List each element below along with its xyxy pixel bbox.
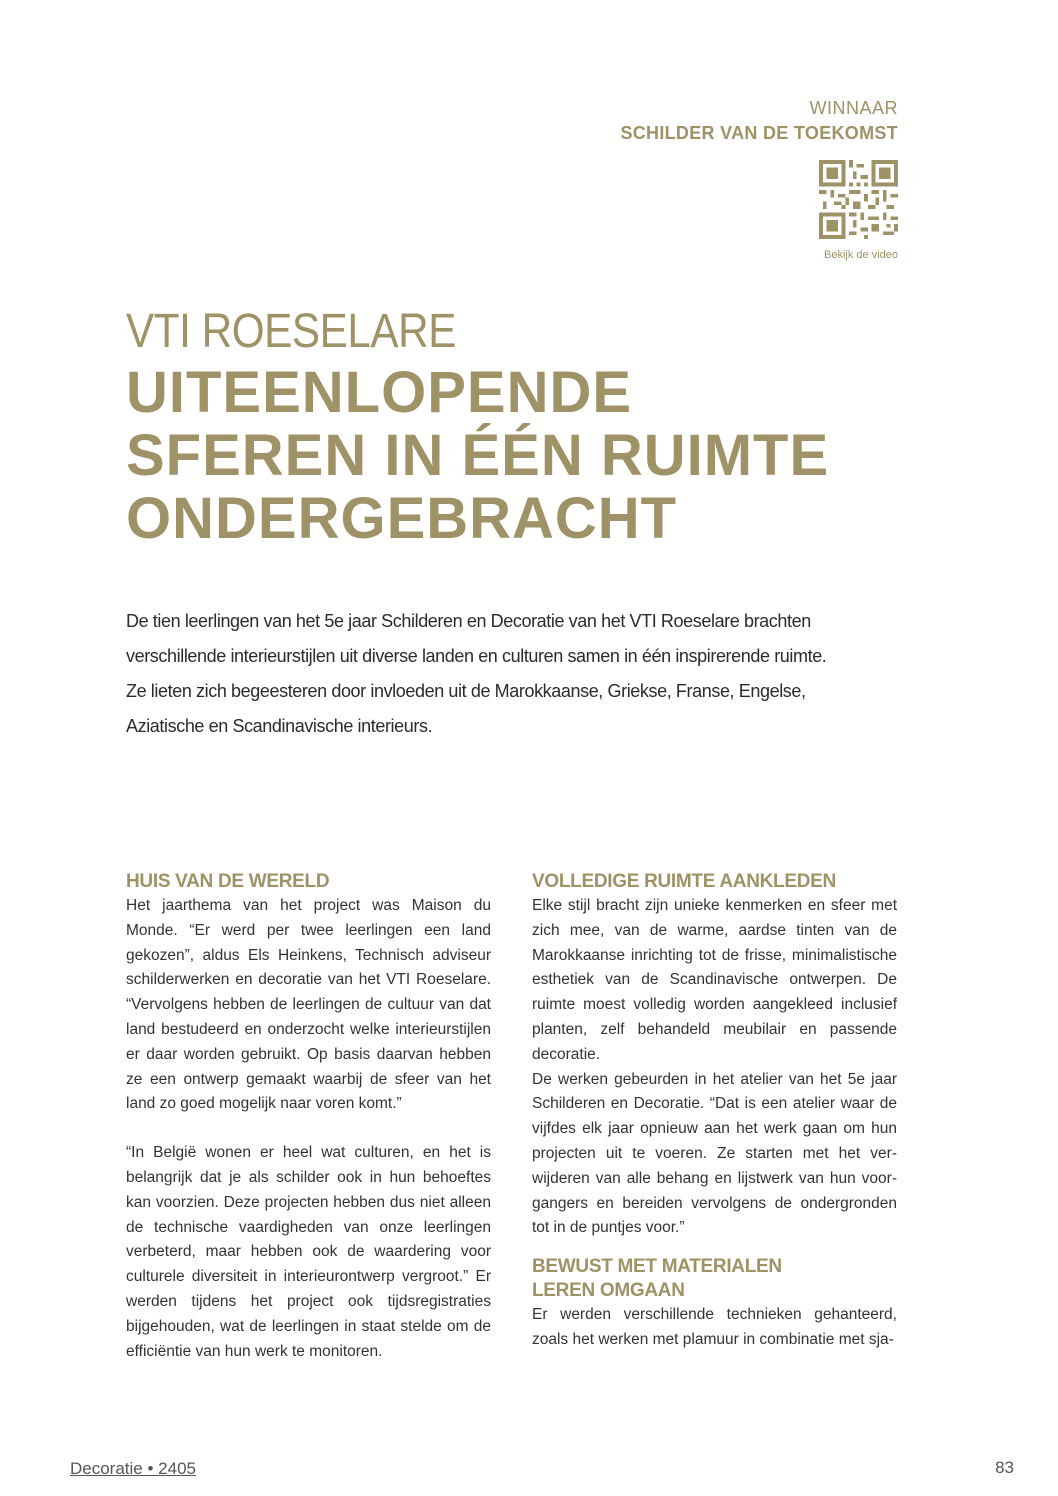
heading-line: BEWUST MET MATERIALEN xyxy=(532,1256,782,1278)
intro-line: Aziatische en Scandinavische interieurs. xyxy=(126,716,433,736)
body-paragraph: Elke stijl bracht zijn unieke kenmerken en sfeer met zich mee, van de warme, aardse tinten van de Marokkaanse inrichting tot de frisse, minimalistische esthetiek van de Scandinavische ontwerpen. De ruimte moest volledig worden aangekleed inclusief planten, zelf behandeld meubilair en passende decoratie. xyxy=(532,897,897,1063)
section-heading-ruimte: VOLLEDIGE RUIMTE AANKLEDEN xyxy=(532,871,836,892)
heading-line: LEREN OMGAAN xyxy=(532,1280,685,1302)
body-paragraph: “In België wonen er heel wat culturen, en het is belangrijk dat je als schilder ook in hun behoeftes kan voorzien. Deze projecten hebben dus niet alleen de technische vaardigheden van onze leerlingen verbeterd, maar hebben ook de waardering voor culturele diversiteit in interieurontwerp vergroot.” Er werden tijdens het project ook tijdsregistraties bijgehouden, wat de leerlingen in staat stelde om de efficiëntie van hun werk te monitoren. xyxy=(126,1144,491,1360)
award-label: WINNAAR xyxy=(809,98,898,118)
qr-caption: Bekijk de video xyxy=(824,249,898,261)
qr-code-icon[interactable] xyxy=(819,160,898,239)
intro-line: verschillende interieurstijlen uit diverse landen en culturen samen in één inspirerende ruimte. xyxy=(126,646,827,666)
publication-link[interactable]: Decoratie • 2405 xyxy=(70,1459,196,1478)
title-line: SFEREN IN ÉÉN RUIMTE xyxy=(126,423,830,488)
section-heading-huis: HUIS VAN DE WERELD xyxy=(126,871,330,892)
section-heading-materialen xyxy=(532,1255,897,1303)
intro-line: De tien leerlingen van het 5e jaar Schilderen en Decoratie van het VTI Roeselare brachten xyxy=(126,611,811,631)
right-column xyxy=(532,870,897,1353)
left-column xyxy=(126,870,491,1364)
title-school: VTI ROESELARE xyxy=(126,305,456,358)
body-paragraph: De werken gebeurden in het atelier van het 5e jaar Schilderen en Decoratie. “Dat is een atelier waar de vijfdes elk jaar opnieuw aan het werk gaan om hun projecten uit te voeren. Ze starten met het verwijderen van alle behang en lijstwerk van hun voorgangers en bereiden vervolgens de ondergronden tot in de puntjes voor.” xyxy=(532,1070,897,1237)
article-title xyxy=(126,303,829,550)
body-paragraph: Het jaarthema van het project was Maison du Monde. “Er werd per twee leerlingen een land gekozen”, aldus Els Heinkens, Technisch adviseur schilderwerken en decoratie van het VTI Roeselare. “Vervolgens hebben de leerlingen de cultuur van dat land bestudeerd en onderzocht welke interieurstijlen er daar worden gebruikt. Op basis daarvan hebben ze een ontwerp gemaakt waarbij de sfeer van het land zo goed mogelijk naar voren komt.” xyxy=(126,897,491,1113)
page-number: 83 xyxy=(995,1458,1014,1477)
title-line: UITEENLOPENDE xyxy=(126,360,633,425)
title-line: ONDERGEBRACHT xyxy=(126,486,678,551)
intro-paragraph xyxy=(126,604,846,744)
intro-line: Ze lieten zich begeesteren door invloeden uit de Marokkaanse, Griekse, Franse, Engelse, xyxy=(126,681,806,701)
body-paragraph: Er werden verschillende technieken gehanteerd, zoals het werken met plamuur in combinatie met sja- xyxy=(532,1306,897,1348)
award-block xyxy=(620,96,898,146)
award-name: SCHILDER VAN DE TOEKOMST xyxy=(620,123,898,143)
